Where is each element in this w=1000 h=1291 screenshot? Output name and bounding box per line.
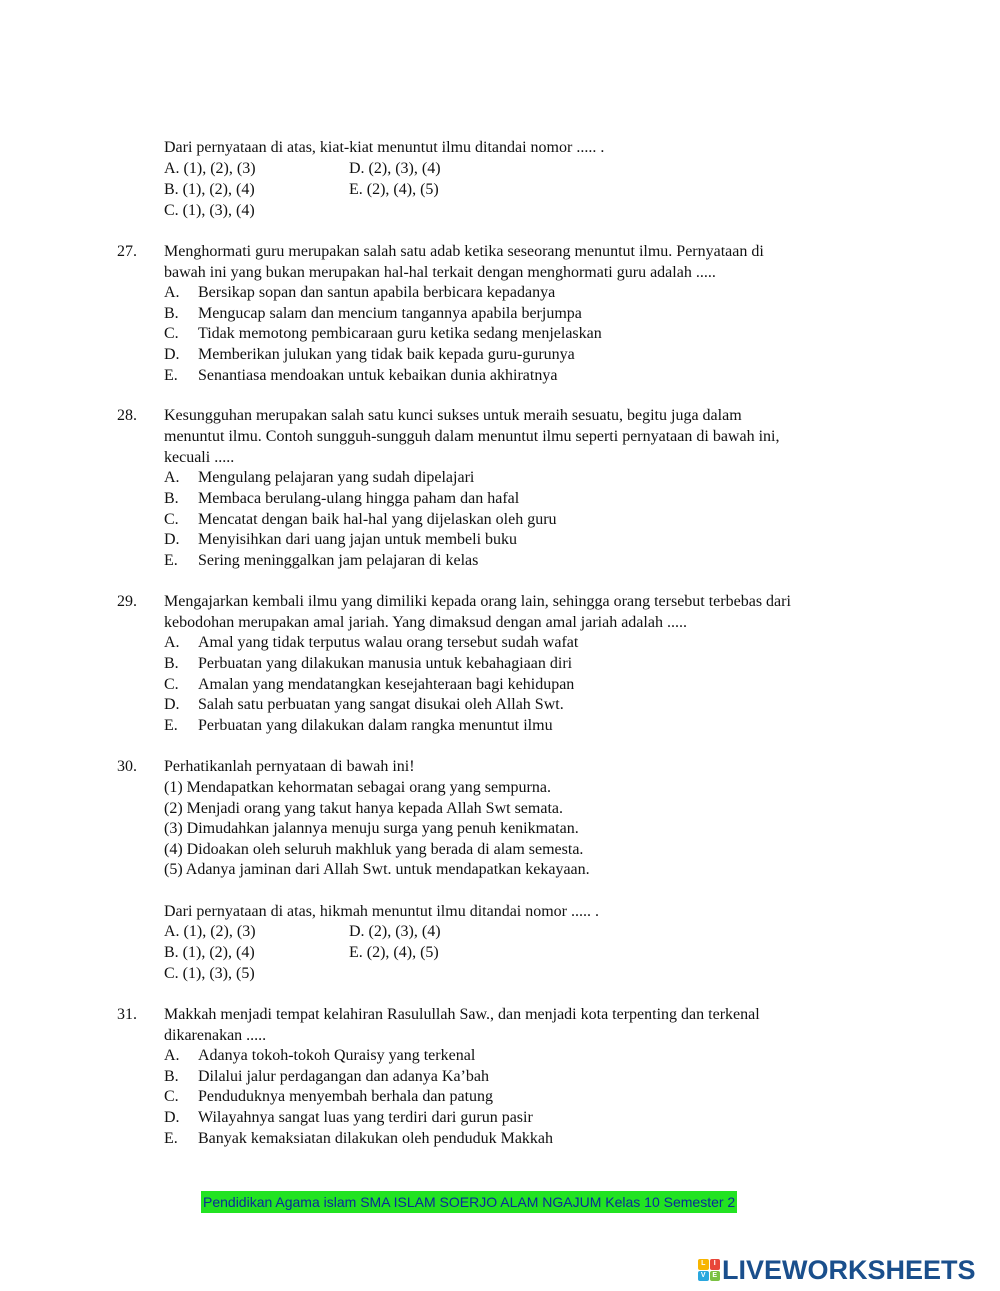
option-text: Tidak memotong pembicaraan guru ketika sedang menjelaskan xyxy=(198,325,602,342)
option-letter: E. xyxy=(164,367,178,384)
logo-tile: E xyxy=(710,1271,721,1282)
option-text: Amalan yang mendatangkan kesejahteraan bagi kehidupan xyxy=(198,676,575,693)
answer-choice-b: B. (1), (2), (4) xyxy=(164,944,255,961)
answer-choice-d: D. (2), (3), (4) xyxy=(349,923,441,940)
liveworksheets-logo-icon xyxy=(698,1259,720,1281)
question-number: 30. xyxy=(117,758,137,775)
answer-choice-b: B. (1), (2), (4) xyxy=(164,181,255,198)
question-text: kecuali ..... xyxy=(164,449,235,466)
question-text: dikarenakan ..... xyxy=(164,1027,267,1044)
option-letter: D. xyxy=(164,1109,180,1126)
option-letter: D. xyxy=(164,531,180,548)
logo-tile: V xyxy=(698,1271,709,1282)
question-number: 28. xyxy=(117,407,137,424)
option-letter: C. xyxy=(164,676,179,693)
option-text: Mengulang pelajaran yang sudah dipelajari xyxy=(198,469,475,486)
option-letter: E. xyxy=(164,717,178,734)
option-text: Membaca berulang-ulang hingga paham dan hafal xyxy=(198,490,520,507)
option-text: Mencatat dengan baik hal-hal yang dijelaskan oleh guru xyxy=(198,511,557,528)
option-text: Senantiasa mendoakan untuk kebaikan dunia akhiratnya xyxy=(198,367,558,384)
answer-choice-c: C. (1), (3), (5) xyxy=(164,965,255,982)
question-text: menuntut ilmu. Contoh sungguh-sungguh dalam menuntut ilmu seperti pernyataan di bawah ini, xyxy=(164,428,780,445)
option-text: Adanya tokoh-tokoh Quraisy yang terkenal xyxy=(198,1047,476,1064)
option-letter: E. xyxy=(164,552,178,569)
question-number: 31. xyxy=(117,1006,137,1023)
option-text: Bersikap sopan dan santun apabila berbicara kepadanya xyxy=(198,284,556,301)
question-text: Perhatikanlah pernyataan di bawah ini! xyxy=(164,758,415,775)
question-text: Kesungguhan merupakan salah satu kunci sukses untuk meraih sesuatu, begitu juga dalam xyxy=(164,407,742,424)
question-prompt: Dari pernyataan di atas, kiat-kiat menuntut ilmu ditandai nomor ..... . xyxy=(164,139,605,156)
statement-item: (3) Dimudahkan jalannya menuju surga yang penuh kenikmatan. xyxy=(164,820,579,837)
option-text: Mengucap salam dan mencium tangannya apabila berjumpa xyxy=(198,305,582,322)
answer-choice-c: C. (1), (3), (4) xyxy=(164,202,255,219)
liveworksheets-logo[interactable] xyxy=(698,1255,976,1285)
option-letter: A. xyxy=(164,634,180,651)
option-letter: A. xyxy=(164,469,180,486)
question-text: kebodohan merupakan amal jariah. Yang dimaksud dengan amal jariah adalah ..... xyxy=(164,614,687,631)
option-letter: B. xyxy=(164,490,179,507)
question-text: Menghormati guru merupakan salah satu adab ketika seseorang menuntut ilmu. Pernyataan di xyxy=(164,243,764,260)
question-prompt: Dari pernyataan di atas, hikmah menuntut ilmu ditandai nomor ..... . xyxy=(164,903,600,920)
option-text: Amal yang tidak terputus walau orang tersebut sudah wafat xyxy=(198,634,579,651)
question-text: Makkah menjadi tempat kelahiran Rasulullah Saw., dan menjadi kota terpenting dan terkenal xyxy=(164,1006,760,1023)
option-text: Salah satu perbuatan yang sangat disukai oleh Allah Swt. xyxy=(198,696,564,713)
option-letter: C. xyxy=(164,511,179,528)
option-letter: C. xyxy=(164,1088,179,1105)
option-text: Dilalui jalur perdagangan dan adanya Ka’bah xyxy=(198,1068,489,1085)
option-letter: D. xyxy=(164,346,180,363)
logo-wordmark: LIVEWORKSHEETS xyxy=(722,1254,976,1285)
option-text: Memberikan julukan yang tidak baik kepada guru-gurunya xyxy=(198,346,575,363)
option-text: Perbuatan yang dilakukan dalam rangka menuntut ilmu xyxy=(198,717,553,734)
statement-item: (1) Mendapatkan kehormatan sebagai orang yang sempurna. xyxy=(164,779,551,796)
option-text: Menyisihkan dari uang jajan untuk membeli buku xyxy=(198,531,518,548)
option-text: Wilayahnya sangat luas yang terdiri dari gurun pasir xyxy=(198,1109,533,1126)
option-letter: A. xyxy=(164,1047,180,1064)
option-letter: A. xyxy=(164,284,180,301)
statement-item: (5) Adanya jaminan dari Allah Swt. untuk mendapatkan kekayaan. xyxy=(164,861,590,878)
question-number: 29. xyxy=(117,593,137,610)
option-text: Banyak kemaksiatan dilakukan oleh penduduk Makkah xyxy=(198,1130,554,1147)
answer-choice-d: D. (2), (3), (4) xyxy=(349,160,441,177)
answer-choice-a: A. (1), (2), (3) xyxy=(164,923,256,940)
question-number: 27. xyxy=(117,243,137,260)
option-letter: E. xyxy=(164,1130,178,1147)
statement-item: (2) Menjadi orang yang takut hanya kepada Allah Swt semata. xyxy=(164,800,563,817)
option-text: Sering meninggalkan jam pelajaran di kelas xyxy=(198,552,479,569)
answer-choice-e: E. (2), (4), (5) xyxy=(349,181,439,198)
question-text: Mengajarkan kembali ilmu yang dimiliki kepada orang lain, sehingga orang tersebut terbebas dari xyxy=(164,593,791,610)
footer-banner: Pendidikan Agama islam SMA ISLAM SOERJO ALAM NGAJUM Kelas 10 Semester 2 xyxy=(201,1191,737,1213)
logo-tile: L xyxy=(698,1259,709,1270)
option-letter: C. xyxy=(164,325,179,342)
option-letter: B. xyxy=(164,305,179,322)
option-text: Perbuatan yang dilakukan manusia untuk kebahagiaan diri xyxy=(198,655,573,672)
option-letter: B. xyxy=(164,655,179,672)
answer-choice-a: A. (1), (2), (3) xyxy=(164,160,256,177)
logo-tile: I xyxy=(710,1259,721,1270)
statement-item: (4) Didoakan oleh seluruh makhluk yang berada di alam semesta. xyxy=(164,841,584,858)
option-text: Penduduknya menyembah berhala dan patung xyxy=(198,1088,494,1105)
option-letter: D. xyxy=(164,696,180,713)
answer-choice-e: E. (2), (4), (5) xyxy=(349,944,439,961)
option-letter: B. xyxy=(164,1068,179,1085)
question-text: bawah ini yang bukan merupakan hal-hal terkait dengan menghormati guru adalah ..... xyxy=(164,264,716,281)
